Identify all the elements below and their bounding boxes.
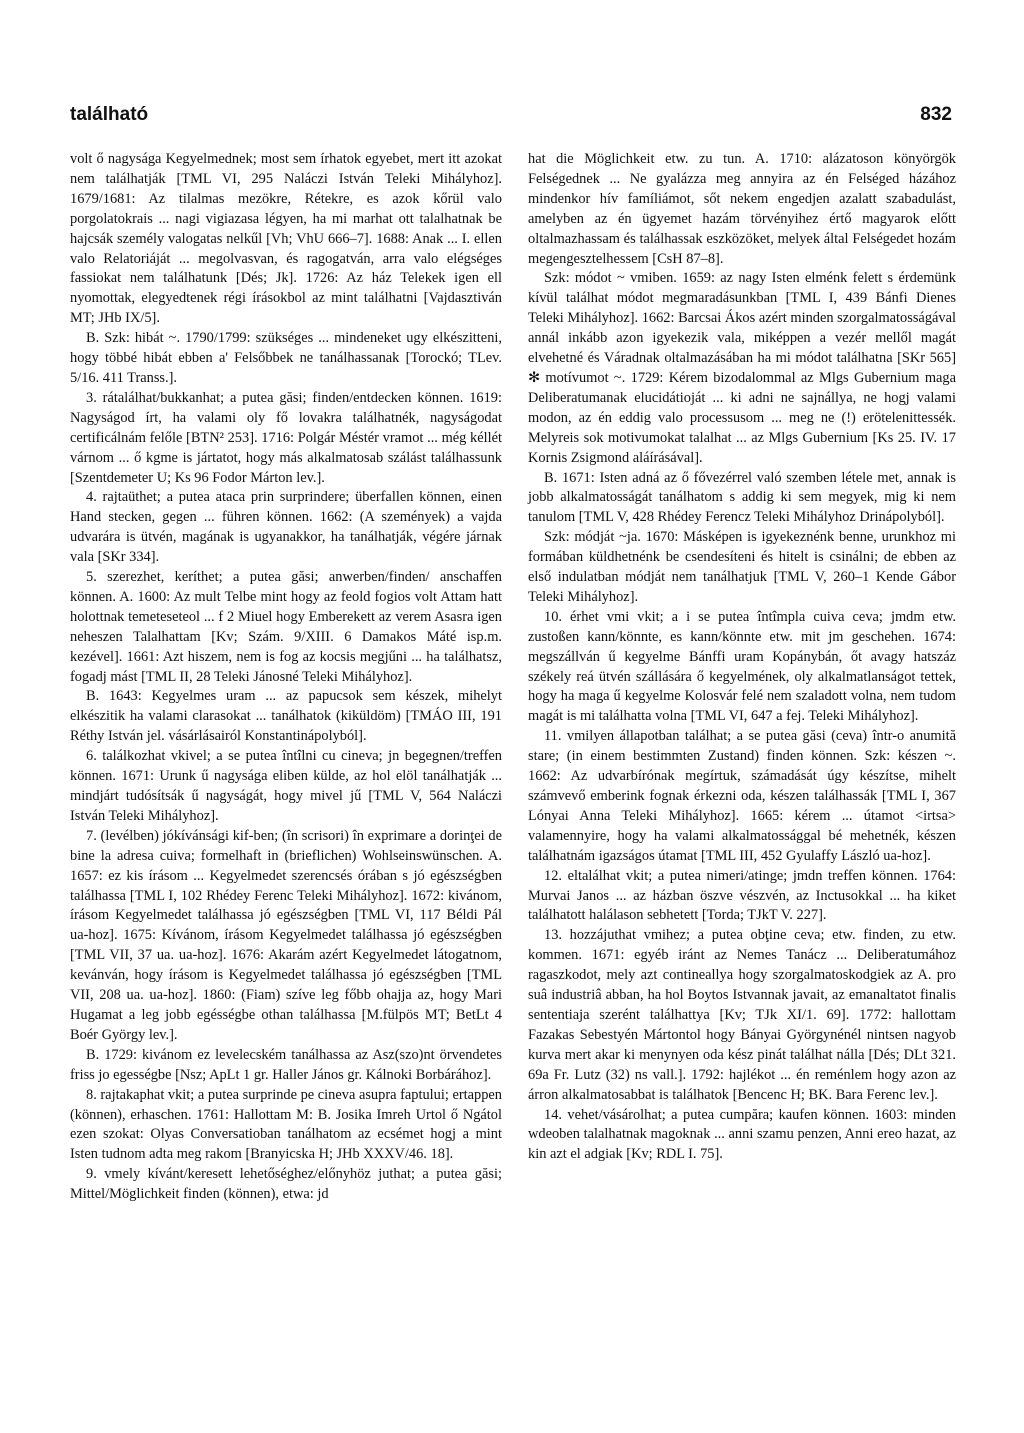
dictionary-paragraph: Szk: módját ~ja. 1670: Másképen is igyekeznénk benne, urunkhoz mi formában küldhetnénk be csendesíteni és hitelt is csinálni; de ebben az első indulatban módját nem tanálhatjuk [TML V, 260–1 Kende Gábor Teleki Mihályhoz]. — [528, 529, 956, 605]
dictionary-paragraph: volt ő nagysága Kegyelmednek; most sem írhatok egyebet, mert itt azokat nem találhatják [TML VI, 295 Naláczi István Teleki Mihályhoz]. 1679/1681: Az tilalmas mezökre, Rétekre, es azok kőrül valo porgolatokrais ... nagi vigiazasa légyen, ha mi marhat ott talalhatnak be hajcsák személy valogatas nelkűl [Vh; VhU 666–7]. 1688: Anak ... I. ellen valo Relatoriáját ... megolvasvan, és ragogatván, arra valo elégséges fassiokat nem találhatunk [Dés; Jk]. 1726: Az ház Telekek igen ell nyomottak, elegyedtenek régi írásokbol az mint találhatni [Vajdasztiván MT; JHb IX/5]. — [70, 151, 502, 327]
dictionary-paragraph: 11. vmilyen állapotban találhat; a se putea găsi (ceva) într-o anumită stare; (in einem bestimmten Zustand) finden können. Szk: készen ~. 1662: Az udvarbírónak megírtuk, számadását úgy készítse, mihelt számvevő emberink fognak érkezni oda, készen találhassák [TML I, 367 Lónyai Anna Teleki Mihályhoz]. 1665: kérem ... útamot <irtsa> valamennyire, hogy ha valami alkalmatossággal bé mehetnék, készen találhatnám igazságos útamat [TML III, 452 Gyulaffy László ua-hoz]. — [528, 728, 956, 864]
dictionary-paragraph: hat die Möglichkeit etw. zu tun. A. 1710: alázatoson könyörgök Felségednek ... Ne gyalázza meg annyira az én Felséged házához mindenkor hív famíliámot, sőt nekem engedjen azalatt szabadulást, amelyben az én ügyemet hazám törvényihez értő magyarok előtt oltalmazhassam és találhassak eszközöket, melyek által Felségedet hozám megengesztelhessem [CsH 87–8]. — [528, 151, 956, 267]
dictionary-paragraph: 3. rátalálhat/bukkanhat; a putea găsi; finden/entdecken können. 1619: Nagyságod írt, ha valami oly fő lovakra találhatnék, nagyságodat certificálnám felőle [BTN² 253]. 1716: Polgár Méstér vramot ... még kéllét várnom ... ő kgme is jártatot, hogy más alkalmatosab szálást találhassunk [Szentdemeter U; Ks 96 Fodor Márton lev.]. — [70, 389, 502, 486]
dictionary-paragraph: B. 1643: Kegyelmes uram ... az papucsok sem készek, mihelyt elkészitik ha valami clarasokat ... tanálhatok (kiküldöm) [TMÁO III, 191 Réthy István jel. vásárlásairól Konstantinápolyból]. — [70, 688, 502, 745]
dictionary-paragraph: 6. találkozhat vkivel; a se putea întîlni cu cineva; jn begegnen/treffen können. 1671: Urunk ű nagysága eliben külde, az hol elöl tanálhatják ... mindjárt tudósítsák ű nagyságát, hogy mivel jű [TML V, 564 Naláczi István Teleki Mihályhoz]. — [70, 748, 502, 824]
dictionary-paragraph: 7. (levélben) jókívánsági kif-ben; (în scrisori) în exprimare a dorinţei de bine la adresa cuiva; formelhaft in (brieflichen) Wohlseinswünschen. A. 1657: ez kis írásom ... Kegyelmedet szerencsés órában s jó egészségben találhassa [TML I, 102 Rhédey Ferenc Teleki Mihályhoz]. 1672: kivánom, írásom Kegyelmedet találhassa jó egészségben [TML VI, 117 Béldi Pál ua-hoz]. 1675: Kívánom, írásom Kegyelmedet találhassa jó egészségben [TML VII, 37 ua. ua-hoz]. 1676: Akarám azért Kegyelmedet látogatnom, kevánván, hogy írásom is Kegyelmedet találhassa jó egészségben [TML VII, 208 ua. ua-hoz]. 1860: (Fiam) szíve leg főbb ohajja az, hogy Mari Hugamat a leg jobb egésségbe othan találhassa [M.fülpös MT; BetLt 4 Boér György lev.]. — [70, 827, 502, 1043]
dictionary-paragraph: 12. eltalálhat vkit; a putea nimeri/atinge; jmdn treffen können. 1764: Murvai Janos ... az házban öszve vészvén, az Inctusokkal ... ha kiket találhatott halálason sebhetett [Torda; TJkT V. 227]. — [528, 867, 956, 924]
dictionary-paragraph: 5. szerezhet, keríthet; a putea găsi; anwerben/finden/ anschaffen können. A. 1600: Az mult Telbe mint hogy az feold fogios volt Attam hatt holottnak temeteseteol ... f 2 Miuel hogy Emberekett az verem Asasra igen neheszen Talalhattam [Kv; Szám. 9/XIII. 6 Damakos Máté isp.m. kezével]. 1661: Azt hiszem, nem is fog az kocsis megjűni ... ha találhatsz, fogadj mást [TML II, 28 Teleki Jánosné Teleki Mihályhoz]. — [70, 569, 502, 685]
dictionary-paragraph: 14. vehet/vásárolhat; a putea cumpăra; kaufen können. 1603: minden wdeoben talalhatnak magoknak ... anni szamu penzen, Anni ereo hazat, az kin azt el adgiak [Kv; RDL I. 75]. — [528, 1106, 956, 1163]
dictionary-paragraph: 8. rajtakaphat vkit; a putea surprinde pe cineva asupra faptului; ertappen (können), erhaschen. 1761: Hallottam M: B. Josika Imreh Urtol ő Ngátol ezen szokat: Olyas Conversatioban tanálhatom az ecsémet hogj a mint Isten tudnom adta meg rakom [Branyicska H; JHb XXXV/46. 18]. — [70, 1086, 502, 1163]
page-header — [64, 104, 960, 134]
dictionary-paragraph: 13. hozzájuthat vmihez; a putea obţine ceva; etw. finden, zu etw. kommen. 1671: egyéb iránt az Nemes Tanácz ... Deliberatumához ragaszkodot, mely azt contineallya hogy szorgalmatoskodgiek az A. pro suâ industriâ abban, ha hol Boytos Istvannak javait, az emanaltatot finalis sententiaja szerént találhattya [Kv; TJk XI/1. 69]. 1772: hallottam Fazakas Sebestyén Mártontol hogy Bányai Györgynénél nintsen nagyob kurva mert akar ki menynyen oda kész pinát találhat nálla [Dés; DLt 321. 69a Fr. Lutz (32) ns vall.]. 1792: hajlékot ... én reménlem hogy azon az árron alkalmatosabbat is találhatok [Bencenc H; BK. Bara Ferenc lev.]. — [528, 927, 956, 1103]
dictionary-paragraph: Szk: módot ~ vmiben. 1659: az nagy Isten elménk felett s érdemünk kívül találhat módot megmaradásunkban [TML I, 439 Bánfi Dienes Teleki Mihályhoz]. 1662: Barcsai Ákos azért minden szorgalmatosságával annál inkább azon igyekezik vala, miképpen a vezér mellől magát elvehetné és Váradnak oltalmazásában ha mi módot találhatna [SKr 565] ✻ motívumot ~. 1729: Kérem bizodalommal az Mlgs Gubernium maga Deliberatumanak elucidátioját ... ki adni ne sajnállya, ne hogj valami modon, az én eddig valo processusom ... meg ne (!) erötelenittessék. Melyreis sok motivumokat talalhat ... az Mlgs Gubernium [Ks 25. IV. 17 Kornis Zsigmond aláírásával]. — [528, 270, 956, 466]
dictionary-paragraph: 4. rajtaüthet; a putea ataca prin surprindere; überfallen können, einen Hand stecken, gegen ... führen können. 1662: (A szemények) a vajda udvarára is ütvén, magának is ugyanakkor, ha tanálhatják, végére járnak vala [SKr 334]. — [70, 489, 502, 566]
dictionary-paragraph: B. 1671: Isten adná az ő fővezérrel való szemben létele met, annak is jobb alkalmatosságát tanálhatom s addig ki sem megyek, mig ki nem tanulom [TML V, 428 Rhédey Ferencz Teleki Mihályhoz Drinápolyból]. — [528, 469, 956, 526]
right-column — [528, 150, 956, 1165]
dictionary-paragraph: 9. vmely kívánt/keresett lehetőséghez/előnyhöz juthat; a putea găsi; Mittel/Möglichkeit finden (können), etwa: jd — [70, 1166, 502, 1203]
dictionary-paragraph: B. Szk: hibát ~. 1790/1799: szükséges ... mindeneket ugy elkészitteni, hogy többé hibát ebben a' Felsőbbek ne tanálhassanak [Torockó; TLev. 5/16. 411 Transs.]. — [70, 330, 502, 386]
dictionary-paragraph: B. 1729: kivánom ez levelecském tanálhassa az Asz(szo)nt örvendetes friss jo egességbe [Nsz; ApLt 1 gr. Haller János gr. Kálnoki Borbárához]. — [70, 1046, 502, 1083]
running-headword: található — [70, 104, 149, 125]
dictionary-paragraph: 10. érhet vmi vkit; a i se putea întîmpla cuiva ceva; jmdm etw. zustoßen kann/könnte, es kann/könnte etw. mit jm geschehen. 1674: megszállván ű kegyelme Bánffi uram Kopánybán, őt avagy hatszáz székely reá ütvén szállására ő kegyelmének, oly alkalmatlanságot tettek, hogy ha maga ű kegyelme Kolosvár felé nem szaladott volna, nem tudom magát is mi találhatta volna [TML VI, 647 a fej. Teleki Mihályhoz]. — [528, 608, 956, 725]
left-column — [70, 150, 502, 1205]
page-number: 832 — [920, 104, 952, 125]
